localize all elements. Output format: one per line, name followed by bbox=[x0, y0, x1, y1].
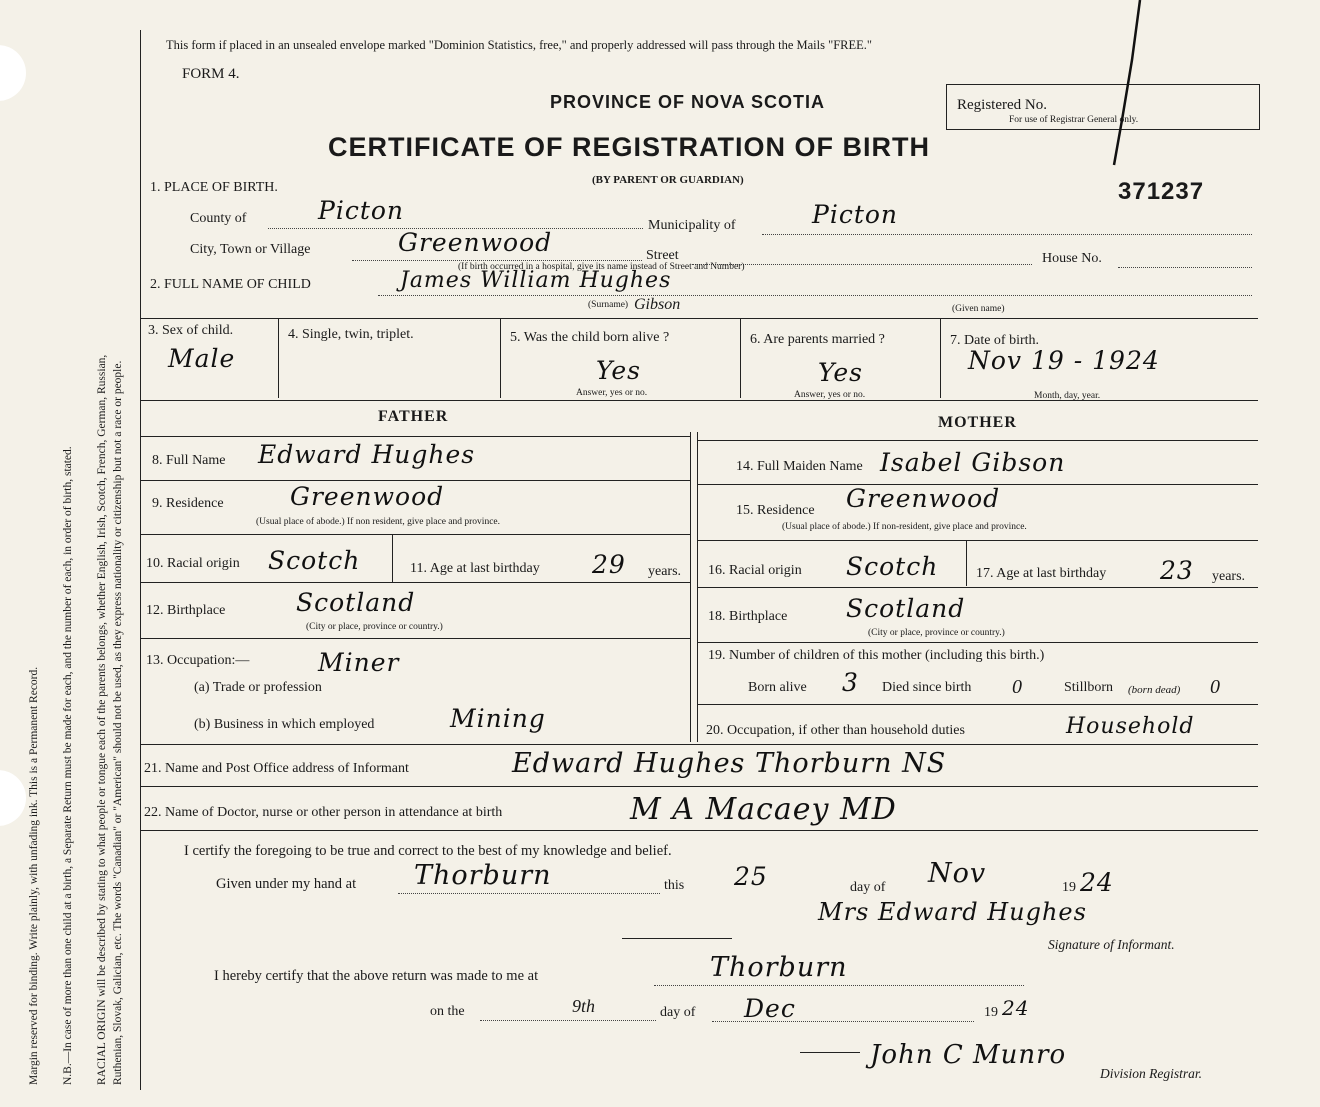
mother-birthplace-value: Scotland bbox=[846, 594, 966, 623]
informant-label: 21. Name and Post Office address of Informant bbox=[144, 761, 409, 776]
registered-note: For use of Registrar General only. bbox=[1009, 115, 1139, 125]
division-registrar-label: Division Registrar. bbox=[1100, 1066, 1203, 1081]
stillborn-note: (born dead) bbox=[1128, 684, 1181, 696]
mother-race-label: 16. Racial origin bbox=[708, 563, 802, 578]
margin-note-1: Margin reserved for binding. Write plainly, with unfading ink. This is a Permanent Record. bbox=[28, 666, 40, 1085]
rule-row-21-top bbox=[140, 744, 1258, 745]
date-of-birth-value: Nov 19 - 1924 bbox=[968, 346, 1160, 375]
mother-birthplace-note: (City or place, province or country.) bbox=[868, 628, 1005, 638]
mother-name-label: 14. Full Maiden Name bbox=[736, 459, 863, 474]
margin-note-3: RACIAL ORIGIN will be described by stating to what people or tongue each of the parents belongs, whether English, Irish, Scotch, French, German, Russian, bbox=[96, 354, 108, 1085]
father-birthplace-value: Scotland bbox=[296, 588, 416, 617]
form-left-border bbox=[140, 30, 141, 1090]
mother-occupation-value: Household bbox=[1066, 714, 1195, 739]
registrar-day-value: 9th bbox=[572, 996, 596, 1016]
mother-name-value: Isabel Gibson bbox=[880, 448, 1066, 477]
sex-value: Male bbox=[168, 344, 236, 373]
mother-occupation-label: 20. Occupation, if other than household duties bbox=[706, 723, 965, 738]
informant-signature: Mrs Edward Hughes bbox=[818, 898, 1087, 926]
father-name-label: 8. Full Name bbox=[152, 453, 226, 468]
born-alive-count-value: 3 bbox=[842, 668, 859, 697]
father-years-label: years. bbox=[648, 564, 682, 579]
doctor-label: 22. Name of Doctor, nurse or other person in attendance at birth bbox=[144, 805, 503, 820]
given-place-value: Thorburn bbox=[414, 860, 552, 891]
city-value: Greenwood bbox=[398, 228, 553, 257]
father-race-value: Scotch bbox=[268, 546, 361, 575]
registered-number: 371237 bbox=[1118, 178, 1205, 205]
parents-married-label: 6. Are parents married ? bbox=[750, 332, 885, 347]
pen-stroke bbox=[1100, 0, 1150, 170]
municipality-label: Municipality of bbox=[648, 218, 736, 233]
day-of-label: day of bbox=[850, 880, 886, 895]
rule-row-3-top bbox=[140, 318, 1258, 319]
born-alive-label: 5. Was the child born alive ? bbox=[510, 330, 670, 345]
punch-hole-bottom bbox=[0, 770, 26, 826]
father-residence-value: Greenwood bbox=[290, 482, 445, 511]
father-residence-label: 9. Residence bbox=[152, 496, 224, 511]
mother-children-label: 19. Number of children of this mother (including this birth.) bbox=[708, 648, 1045, 663]
street-note: (If birth occurred in a hospital, give its name instead of Street and Number) bbox=[458, 262, 745, 272]
mother-race-value: Scotch bbox=[846, 552, 939, 581]
certificate-subtitle: (BY PARENT OR GUARDIAN) bbox=[592, 174, 744, 186]
informant-signature-label: Signature of Informant. bbox=[1048, 937, 1175, 952]
father-race-label: 10. Racial origin bbox=[146, 556, 240, 571]
father-trade-label: (a) Trade or profession bbox=[194, 680, 322, 695]
father-birthplace-note: (City or place, province or country.) bbox=[306, 622, 443, 632]
province-title: PROVINCE OF NOVA SCOTIA bbox=[550, 92, 826, 112]
informant-value: Edward Hughes Thorburn NS bbox=[512, 748, 947, 779]
surname-label: (Surname) bbox=[588, 300, 629, 310]
mother-heading: MOTHER bbox=[938, 414, 1017, 431]
house-no-label: House No. bbox=[1042, 251, 1102, 266]
given-day-value: 25 bbox=[734, 862, 768, 891]
doctor-value: M A Macaey MD bbox=[630, 792, 897, 827]
died-since-birth-label: Died since birth bbox=[882, 680, 972, 695]
sex-label: 3. Sex of child. bbox=[148, 323, 234, 338]
father-age-value: 29 bbox=[592, 550, 626, 579]
given-name-label: (Given name) bbox=[952, 304, 1005, 314]
father-age-label: 11. Age at last birthday bbox=[410, 561, 540, 576]
registrar-place-value: Thorburn bbox=[710, 952, 848, 983]
stillborn-value: 0 bbox=[1210, 676, 1220, 698]
mother-residence-note: (Usual place of abode.) If non-resident, give place and province. bbox=[782, 522, 1027, 532]
father-birthplace-label: 12. Birthplace bbox=[146, 603, 226, 618]
rule-row-parents-top bbox=[140, 400, 1258, 401]
certify-statement: I certify the foregoing to be true and correct to the best of my knowledge and belief. bbox=[184, 843, 672, 859]
year-prefix: 19 bbox=[1062, 880, 1076, 895]
child-name-label: 2. FULL NAME OF CHILD bbox=[150, 277, 311, 292]
died-since-birth-value: 0 bbox=[1012, 676, 1022, 698]
given-month-value: Nov bbox=[928, 858, 987, 889]
father-name-value: Edward Hughes bbox=[258, 440, 476, 469]
municipality-value: Picton bbox=[812, 200, 899, 229]
born-alive-value: Yes bbox=[596, 356, 641, 385]
father-heading: FATHER bbox=[378, 408, 449, 425]
mother-age-label: 17. Age at last birthday bbox=[976, 566, 1107, 581]
given-year-value: 24 bbox=[1080, 868, 1114, 897]
reg-year-prefix: 19 bbox=[984, 1005, 998, 1020]
father-residence-note: (Usual place of abode.) If non resident, give place and province. bbox=[256, 517, 500, 527]
father-occupation-value: Miner bbox=[318, 648, 400, 677]
registrar-month-value: Dec bbox=[744, 994, 796, 1023]
father-occupation-label: 13. Occupation:— bbox=[146, 653, 250, 668]
mail-notice: This form if placed in an unsealed envelope marked "Dominion Statistics, free," and properly addressed will pass through the Mails "FREE." bbox=[166, 38, 873, 52]
place-of-birth-label: 1. PLACE OF BIRTH. bbox=[150, 180, 278, 195]
registrar-year-value: 24 bbox=[1002, 996, 1030, 1020]
given-under-label: Given under my hand at bbox=[216, 876, 357, 892]
born-alive-note: Answer, yes or no. bbox=[576, 388, 648, 398]
registered-label: Registered No. bbox=[957, 97, 1047, 113]
parents-married-note: Answer, yes or no. bbox=[794, 390, 866, 400]
child-name-value: James William Hughes bbox=[400, 268, 672, 293]
born-alive-count-label: Born alive bbox=[748, 680, 807, 695]
father-business-value: Mining bbox=[450, 704, 546, 733]
registrar-signature: John C Munro bbox=[870, 1040, 1067, 1070]
county-label: County of bbox=[190, 211, 247, 226]
mother-age-value: 23 bbox=[1160, 556, 1194, 585]
punch-hole-top bbox=[0, 45, 26, 101]
on-the-label: on the bbox=[430, 1004, 465, 1019]
father-business-label: (b) Business in which employed bbox=[194, 717, 375, 732]
surname-extra: Gibson bbox=[634, 296, 681, 313]
reg-day-of-label: day of bbox=[660, 1005, 696, 1020]
date-of-birth-label: 7. Date of birth. bbox=[950, 333, 1040, 348]
mother-birthplace-label: 18. Birthplace bbox=[708, 609, 788, 624]
stillborn-label: Stillborn bbox=[1064, 680, 1114, 695]
multiple-birth-label: 4. Single, twin, triplet. bbox=[288, 327, 414, 342]
margin-note-4: Ruthenian, Slovak, Galician, etc. The words "Canadian" or "American" should not be used, as they express nationality or citizenship but not a race or people. bbox=[112, 360, 124, 1085]
registrar-statement: I hereby certify that the above return was made to me at bbox=[214, 968, 539, 984]
form-number: FORM 4. bbox=[182, 66, 240, 82]
certificate-title: CERTIFICATE OF REGISTRATION OF BIRTH bbox=[328, 132, 930, 162]
parents-married-value: Yes bbox=[818, 358, 863, 387]
county-value: Picton bbox=[318, 196, 405, 225]
street-label: Street bbox=[646, 248, 679, 263]
date-of-birth-note: Month, day, year. bbox=[1034, 391, 1101, 401]
mother-residence-value: Greenwood bbox=[846, 484, 1001, 513]
this-label: this bbox=[664, 878, 685, 893]
mother-residence-label: 15. Residence bbox=[736, 503, 815, 518]
city-label: City, Town or Village bbox=[190, 242, 311, 257]
mother-years-label: years. bbox=[1212, 569, 1246, 584]
margin-note-2: N.B.—In case of more than one child at a birth, a Separate Return must be made for each, and the number of each, in order of birth, stated. bbox=[62, 446, 74, 1085]
